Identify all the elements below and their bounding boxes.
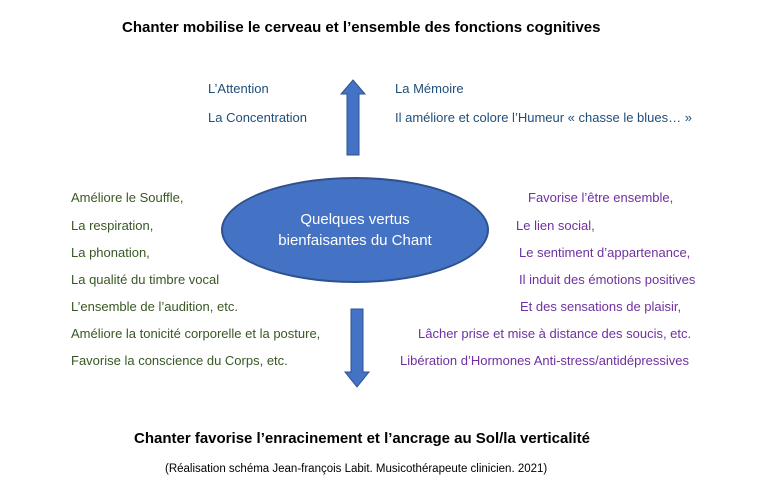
cognitive-concentration: La Concentration [208,110,308,125]
social-item: Libération d’Hormones Anti-stress/antidépressives [400,353,690,368]
social-item: Favorise l’être ensemble, [528,190,674,205]
body-item: L’ensemble de l’audition, etc. [71,299,238,314]
center-ellipse [221,177,489,283]
bottom-title: Chanter favorise l’enracinement et l’ancrage au Sol/la verticalité [134,430,591,447]
body-item: La phonation, [71,245,150,260]
up-arrow [340,80,366,156]
center-label: Quelques vertus bienfaisantes du Chant [278,211,432,249]
social-item: Il induit des émotions positives [519,272,696,287]
down-arrow [344,309,370,389]
cognitive-attention: L’Attention [208,81,269,96]
credit-line: (Réalisation schéma Jean-françois Labit. Musicothérapeute clinicien. 2021) [165,463,548,475]
top-title: Chanter mobilise le cerveau et l’ensemble des fonctions cognitives [122,19,601,36]
social-item: Le lien social, [516,218,595,233]
social-item: Lâcher prise et mise à distance des soucis, etc. [418,326,692,341]
cognitive-humeur: Il améliore et colore l’Humeur « chasse le blues… » [395,110,692,125]
body-item: La qualité du timbre vocal [71,272,220,287]
body-item: La respiration, [71,218,154,233]
cognitive-memoire: La Mémoire [395,81,464,96]
social-item: Le sentiment d’appartenance, [519,245,691,260]
body-item: Améliore la tonicité corporelle et la posture, [71,326,321,341]
body-item: Améliore le Souffle, [71,190,184,205]
social-item: Et des sensations de plaisir, [520,299,682,314]
body-item: Favorise la conscience du Corps, etc. [71,353,288,368]
